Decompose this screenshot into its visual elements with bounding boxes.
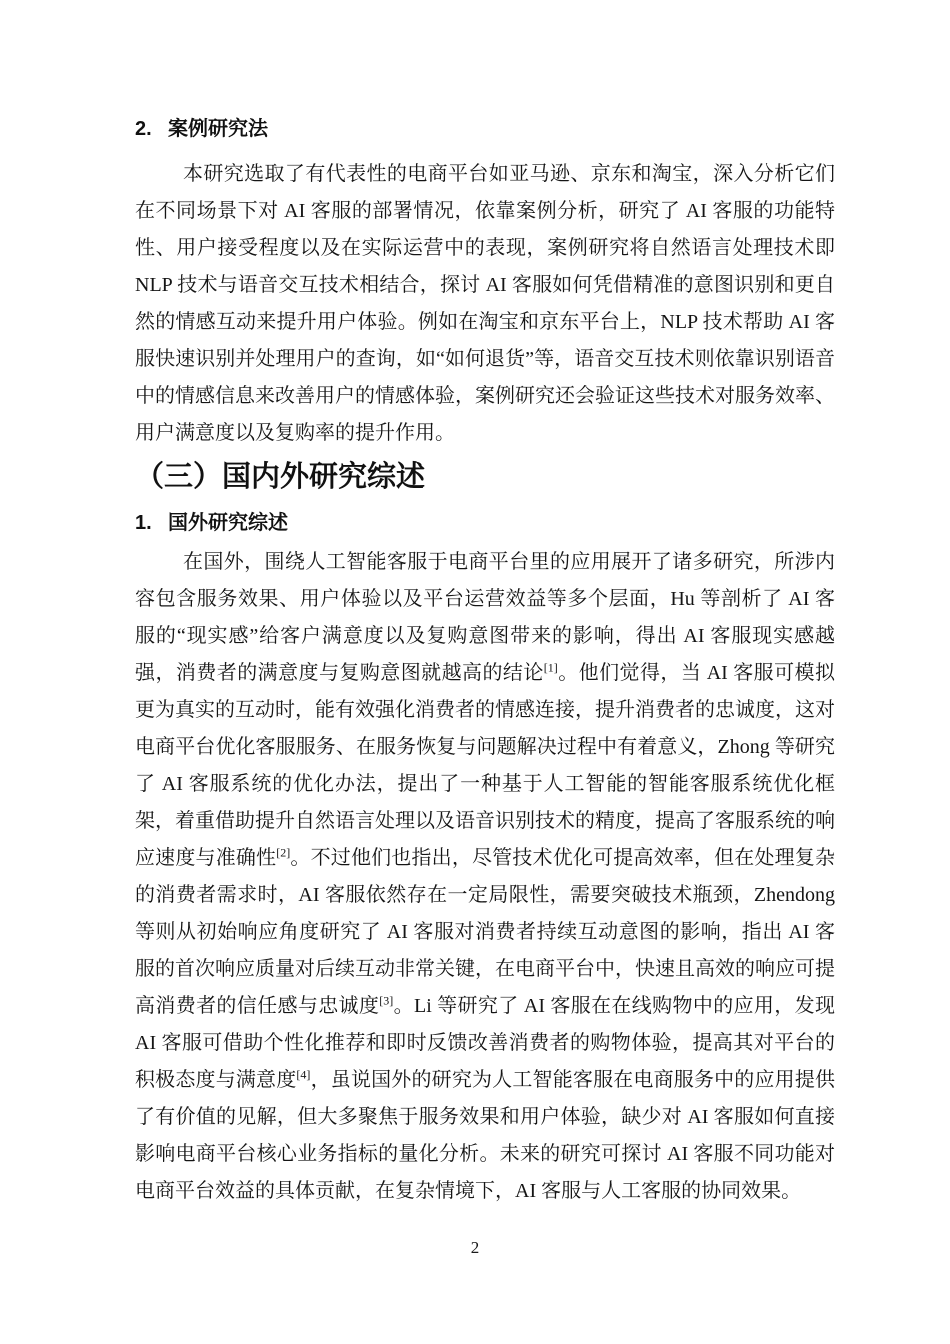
heading-foreign-research-label: 国外研究综述 (168, 512, 288, 534)
heading-literature-review: （三）国内外研究综述 (135, 461, 426, 493)
heading-foreign-research-number: 1. (135, 512, 152, 534)
heading-case-study-method (135, 0, 835, 143)
paragraph-foreign-research: 在国外，围绕人工智能客服于电商平台里的应用展开了诸多研究，所涉内容包含服务效果、用户体验以及平台运营效益等多个层面，Hu 等剖析了 AI 客服的“现实感”给客户满意度以及复购意图带来的影响，得出 AI 客服现实感越强，消费者的满意度与复购意图就越高的结论[1]。他们觉得，当 AI 客服可模拟更为真实的互动时，能有效强化消费者的情感连接，提升消费者的忠诚度，这对电商平台优化客服服务、在服务恢复与问题解决过程中有着意义，Zhong 等研究了 AI 客服系统的优化办法，提出了一种基于人工智能的智能客服系统优化框架，着重借助提升自然语言处理以及语音识别技术的精度，提高了客服系统的响应速度与准确性[2]。不过他们也指出，尽管技术优化可提高效率，但在处理复杂的消费者需求时，AI 客服依然存在一定局限性，需要突破技术瓶颈，Zhendong 等则从初始响应角度研究了 AI 客服对消费者持续互动意图的影响，指出 AI 客服的首次响应质量对后续互动非常关键，在电商平台中，快速且高效的响应可提高消费者的信任感与忠诚度[3]。Li 等研究了 AI 客服在在线购物中的应用，发现 AI 客服可借助个性化推荐和即时反馈改善消费者的购物体验，提高其对平台的积极态度与满意度[4]，虽说国外的研究为人工智能客服在电商服务中的应用提供了有价值的见解，但大多聚焦于服务效果和用户体验，缺少对 AI 客服如何直接影响电商平台核心业务指标的量化分析。未来的研究可探讨 AI 客服不同功能对电商平台效益的具体贡献，在复杂情境下，AI 客服与人工客服的协同效果。 (135, 551, 836, 1202)
paragraph-case-study-method: 本研究选取了有代表性的电商平台如亚马逊、京东和淘宝，深入分析它们在不同场景下对 AI 客服的部署情况，依靠案例分析，研究了 AI 客服的功能特性、用户接受程度以及在实际运营中的表现，案例研究将自然语言处理技术即 NLP 技术与语音交互技术相结合，探讨 AI 客服如何凭借精准的意图识别和更自然的情感互动来提升用户体验。例如在淘宝和京东平台上，NLP 技术帮助 AI 客服快速识别并处理用户的查询，如“如何退货”等，语音交互技术则依靠识别语音中的情感信息来改善用户的情感体验，案例研究还会验证这些技术对服务效率、用户满意度以及复购率的提升作用。 (135, 163, 835, 444)
heading-case-study-label: 案例研究法 (168, 118, 268, 140)
heading-case-study-number: 2. (135, 118, 152, 140)
page-content (135, 0, 835, 1210)
page-number: 2 (470, 1238, 480, 1257)
heading-foreign-research (135, 510, 835, 537)
